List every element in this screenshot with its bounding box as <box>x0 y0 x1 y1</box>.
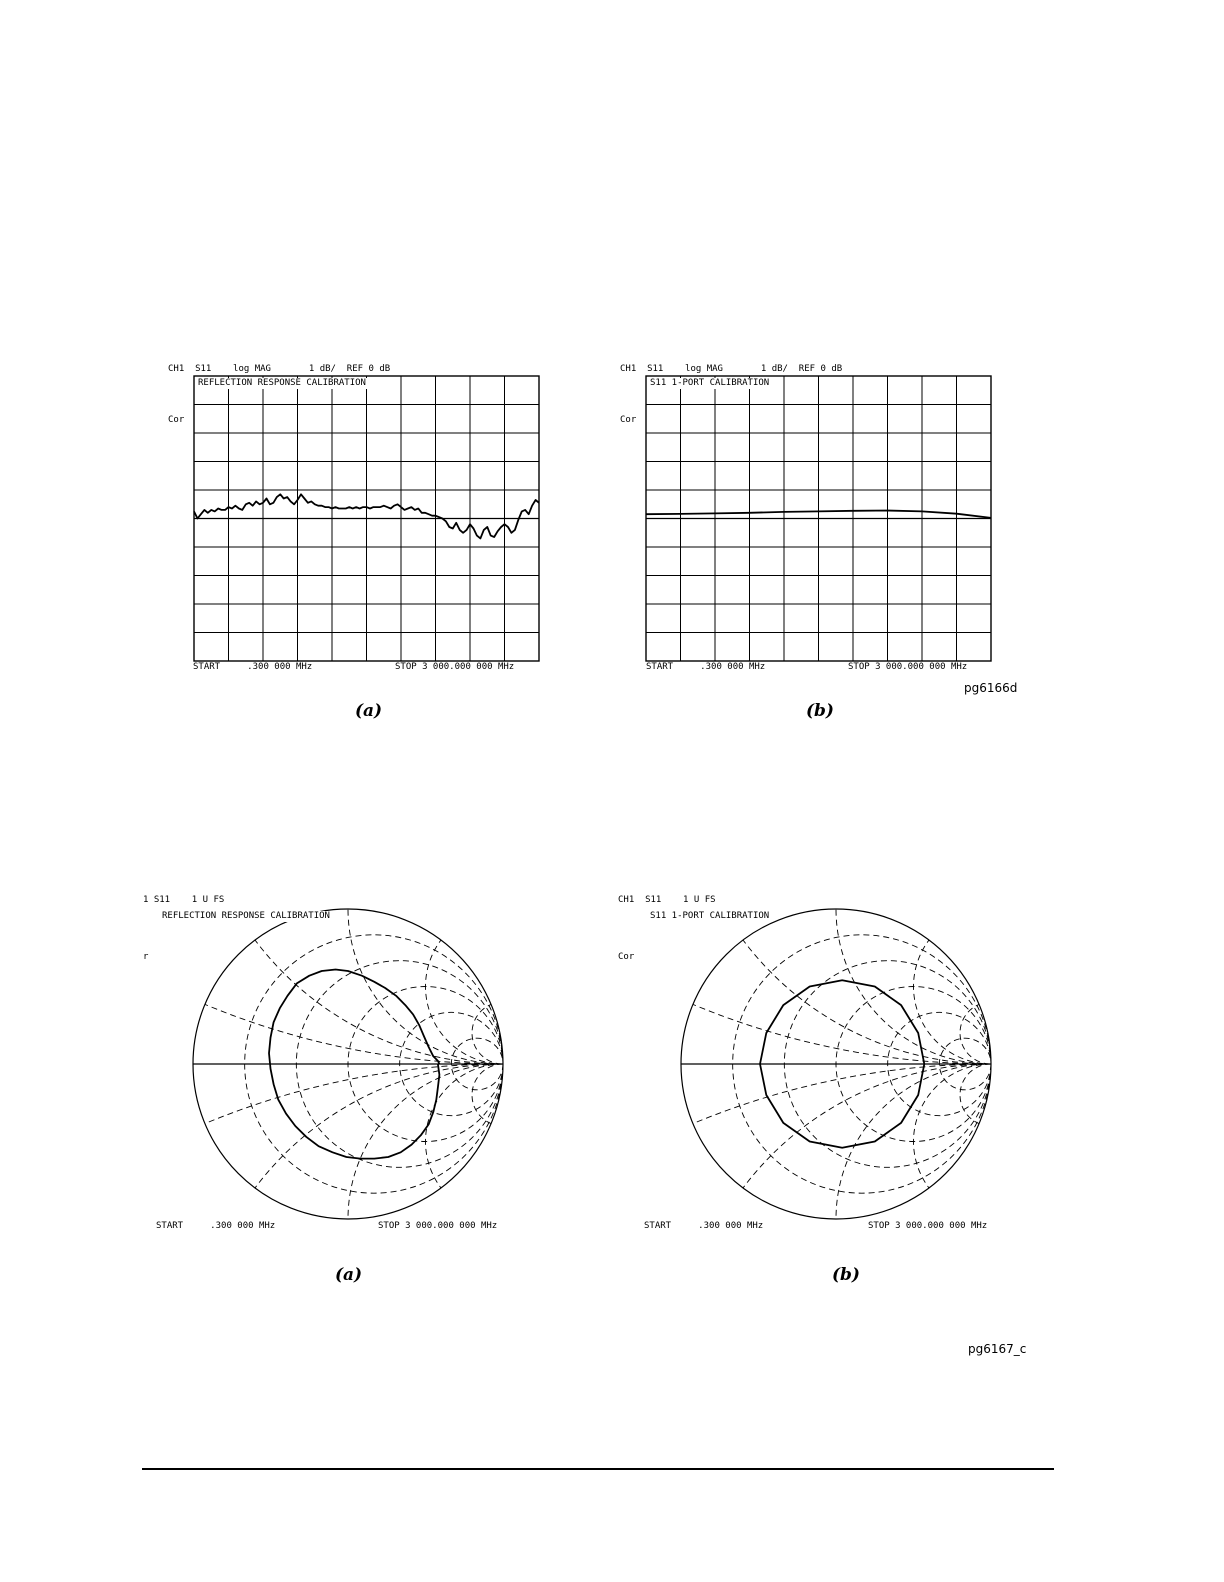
panel-a-subtitle: REFLECTION RESPONSE CALIBRATION <box>198 378 366 388</box>
smith-x-arc-lower <box>348 1064 658 1374</box>
panel-b-cor: Cor <box>620 415 637 425</box>
smith-a-start: START .300 000 MHz <box>156 1221 276 1231</box>
smith-b-caption: (b) <box>832 1265 860 1285</box>
smith-x-arc-lower <box>681 1064 1224 1582</box>
smith-grid <box>216 0 1224 1582</box>
smith-x-arc-lower <box>914 1064 1069 1219</box>
panel-a-cor: Cor <box>168 415 185 425</box>
smith-chart-a <box>188 907 508 1222</box>
panel-b-subtitle: S11 1-PORT CALIBRATION <box>650 378 770 388</box>
footer-rule <box>142 1468 1054 1470</box>
smith-x-arc-upper <box>914 909 1069 1064</box>
panel-a-caption: (a) <box>355 701 383 721</box>
panel-a-header: CH1 S11 log MAG 1 dB/ REF 0 dB <box>168 364 391 374</box>
smith-b-cor: Cor <box>618 952 635 962</box>
panel-b-header: CH1 S11 log MAG 1 dB/ REF 0 dB <box>620 364 843 374</box>
panel-b-start: START .300 000 MHz <box>646 662 766 672</box>
smith-x-arc-upper <box>836 754 1146 1064</box>
smith-a-stop: STOP 3 000.000 000 MHz <box>378 1221 498 1231</box>
smith-x-arc-lower <box>426 1064 581 1219</box>
smith-b-start: START .300 000 MHz <box>644 1221 764 1231</box>
smith-x-arc-lower <box>836 1064 1146 1374</box>
rect-chart-b <box>646 376 991 661</box>
figure-1-id: pg6166d <box>964 681 1018 695</box>
smith-b-subtitle: S11 1-PORT CALIBRATION <box>650 911 770 921</box>
panel-b-caption: (b) <box>806 701 834 721</box>
panel-a-start: START .300 000 MHz <box>193 662 313 672</box>
panel-a-stop: STOP 3 000.000 000 MHz <box>395 662 515 672</box>
smith-a-caption: (a) <box>335 1265 363 1285</box>
panel-b-stop: STOP 3 000.000 000 MHz <box>848 662 968 672</box>
smith-x-arc-upper <box>348 754 658 1064</box>
smith-x-arc-upper <box>426 909 581 1064</box>
smith-x-arc-lower <box>0 1064 1224 1582</box>
smith-a-cor: r <box>143 952 149 962</box>
rect-chart-a <box>194 376 539 661</box>
smith-chart-b <box>676 907 996 1222</box>
smith-b-header: CH1 S11 1 U FS <box>618 895 716 905</box>
smith-a-header: 1 S11 1 U FS <box>143 895 225 905</box>
figure-2-id: pg6167_c <box>968 1342 1027 1356</box>
smith-a-subtitle: REFLECTION RESPONSE CALIBRATION <box>162 911 330 921</box>
smith-b-stop: STOP 3 000.000 000 MHz <box>868 1221 988 1231</box>
